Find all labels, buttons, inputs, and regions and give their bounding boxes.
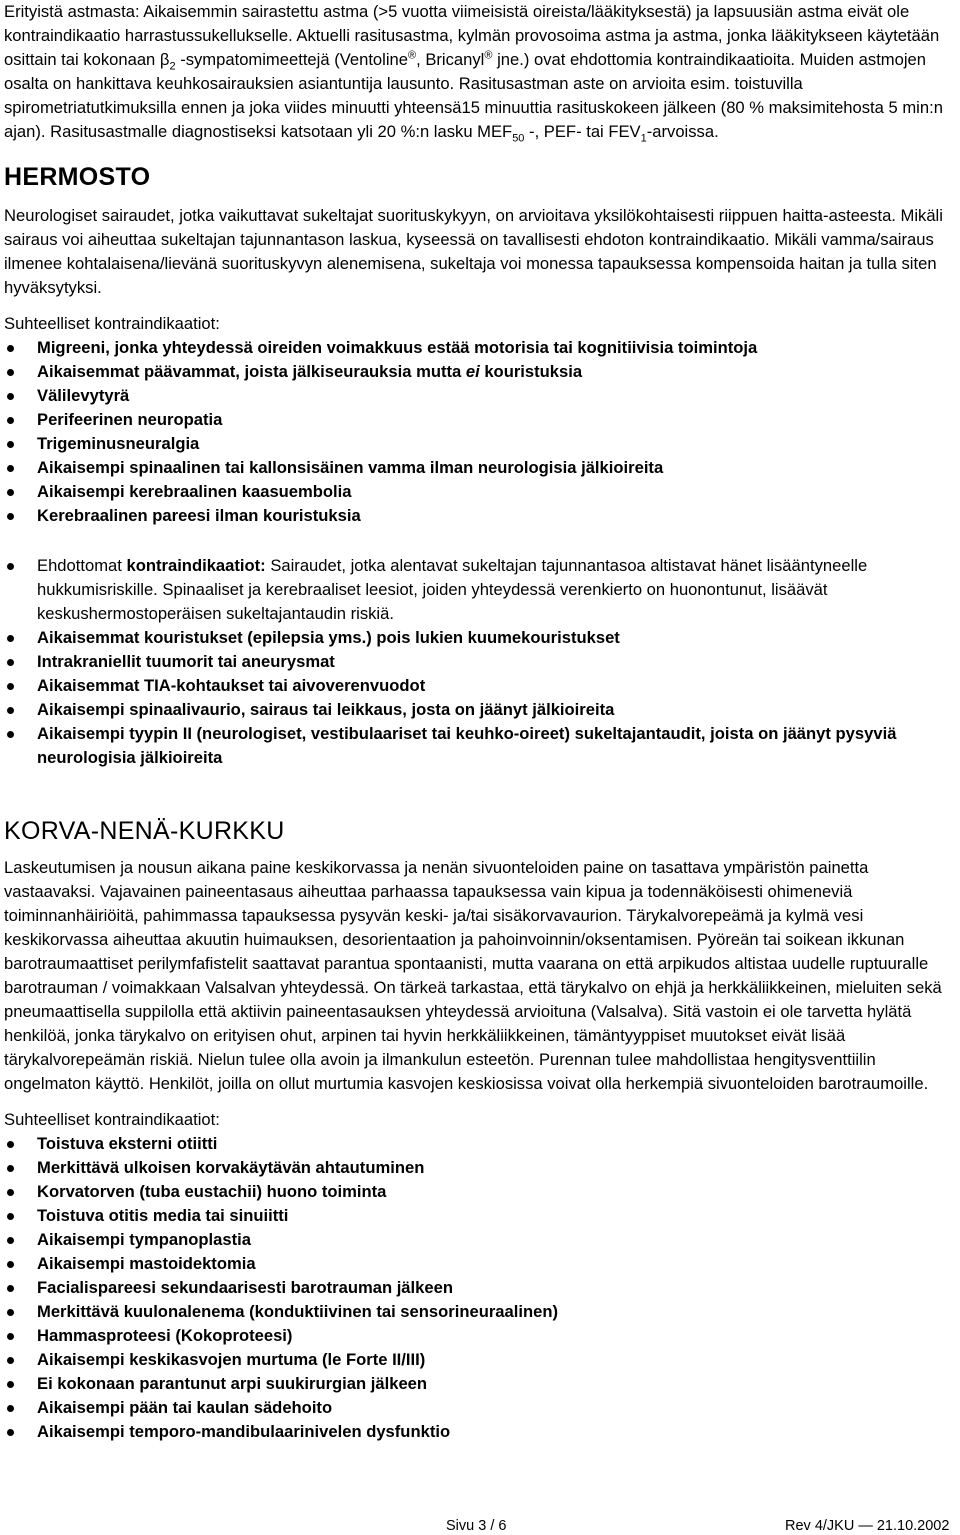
document-page	[4, 0, 954, 1444]
revision-label: Rev 4/JKU — 21.10.2002	[785, 1518, 950, 1534]
list-item: Aikaisempi kerebraalinen kaasuembolia	[4, 480, 954, 504]
list-item: Toistuva otitis media tai sinuiitti	[4, 1204, 954, 1228]
list-item: Merkittävä ulkoisen korvakäytävän ahtautuminen	[4, 1156, 954, 1180]
list-item: Aikaisemmat kouristukset (epilepsia yms.) pois lukien kuumekouristukset	[4, 626, 954, 650]
hermosto-intro: Neurologiset sairaudet, jotka vaikuttavat sukeltajat suorituskykyyn, on arvioitava yksilökohtaisesti riippuen haitta-asteesta. Mikäli sairaus voi aiheuttaa sukeltajan tajunnantason laskua, kyseessä on tavallisesti ehdoton kontraindikaatio. Mikäli vamma/sairaus ilmenee kohtalaisena/lievänä suorituskyvyn alenemisena, sukeltaja voi monessa tapauksessa kompensoida haitan ja tulla siten hyväksytyksi.	[4, 206, 943, 297]
list-item: Kerebraalinen pareesi ilman kouristuksia	[4, 504, 954, 528]
hermosto-relative-list	[4, 336, 954, 528]
hermosto-absolute-list	[4, 554, 954, 770]
list-item: Välilevytyrä	[4, 384, 954, 408]
beta-symbol: β	[159, 50, 170, 69]
list-item: Intrakraniellit tuumorit tai aneurysmat	[4, 650, 954, 674]
page-number: Sivu 3 / 6	[446, 1518, 507, 1534]
korva-intro: Laskeutumisen ja nousun aikana paine keskikorvassa ja nenän sivuonteloiden paine on tasattava ympäristön painetta vastaavaksi. Vajavainen paineentasaus aiheuttaa parhaassa tapauksessa vain kipua ja todennäköisesti ohimeneviä toiminnanhäiriöitä, pahimmassa tapauksessa pysyvän keski- ja/tai sisäkorvavaurion. Tärykalvorepeämä ja kylmä vesi keskikorvassa aiheuttaa akuutin huimauksen, desorientaation ja pahoinvoinnin/oksentamisen. Pyöreän tai soikean ikkunan barotraumaattiset perilymfafistelit saattavat parantua spontaanisti, mutta vaarana on että arpikudos altistaa uudelle ruptuuralle barotrauman / voimakkaan Valsalvan yhteydessä. On tärkeä tarkastaa, että tärykalvo on ehjä ja herkkäliikkeinen, mieluiten sekä pneumaattisella suppilolla että aktiivin paineentasauksen yhteydessä arvioituna (Valsalva). Sitä vastoin ei ole tarvetta hylätä henkilöä, jonka tärykalvo on erityisen ohut, arpinen tai hyvin herkkäliikkeinen, tämäntyyppiset muutokset eivät lisää tärykalvorepeämän riskiä. Nielun tulee olla avoin ja ilmankulun esteetön. Purennan tulee mahdollistaa hengitysventtiilin ongelmaton käyttö. Henkilöt, joilla on ollut murtumia kasvojen keskiosissa voivat olla herkempiä sivuonteloiden barotraumoille.	[4, 858, 942, 1093]
section-title-korva: KORVA-NENÄ-KURKKU	[4, 817, 285, 845]
asthma-lead: Erityistä astmasta:	[4, 2, 140, 21]
list-item: Korvatorven (tuba eustachii) huono toiminta	[4, 1180, 954, 1204]
list-item: Aikaisemmat TIA-kohtaukset tai aivoverenvuodot	[4, 674, 954, 698]
list-item: Facialispareesi sekundaarisesti barotrauman jälkeen	[4, 1276, 954, 1300]
list-item: Aikaisemmat päävammat, joista jälkiseurauksia mutta ei kouristuksia	[4, 360, 954, 384]
list-item: Trigeminusneuralgia	[4, 432, 954, 456]
list-item: Aikaisempi mastoidektomia	[4, 1252, 954, 1276]
list-item: Ei kokonaan parantunut arpi suukirurgian jälkeen	[4, 1372, 954, 1396]
list-item: Migreeni, jonka yhteydessä oireiden voimakkuus estää motorisia tai kognitiivisia toimintoja	[4, 336, 954, 360]
asthma-paragraph: Erityistä astmasta: Aikaisemmin sairastettu astma (>5 vuotta viimeisistä oireista/lääkityksestä) ja lapsuusiän astma eivät ole kontraindikaatio harrastussukellukselle. Aktuelli rasitusastma, kylmän provosoima astma ja astma, jonka lääkitykseen käytetään osittain tai kokonaan $\beta_2$ -sympatomimeettejä (Ventoline®, Bricanyl® jne.) ovat ehdottomia kontraindikaatioita. Muiden astmojen osalta on hankittava keuhkosairauksien asiantuntija lausunto. Rasitusastman aste on arvioita esim. toistuvilla spirometriatutkimuksilla ennen ja joka viides minuutti yhteensä15 minuuttia rasituskokeen jälkeen (80 % maksimitehosta 5 min:n ajan). Rasitusastmalle diagnostiseksi katsotaan yli 20 %:n lasku $MEF_{50}$ -, PEF- tai $FEV_1$-arvoissa.	[4, 2, 943, 145]
section-title-hermosto: HERMOSTO	[4, 163, 151, 191]
list-item: Aikaisempi spinaalinen tai kallonsisäinen vamma ilman neurologisia jälkioireita	[4, 456, 954, 480]
korva-relative-list	[4, 1132, 954, 1444]
list-item: Aikaisempi tympanoplastia	[4, 1228, 954, 1252]
list-item: Aikaisempi keskikasvojen murtuma (le Forte II/III)	[4, 1348, 954, 1372]
list-item: Hammasproteesi (Kokoproteesi)	[4, 1324, 954, 1348]
list-item: Aikaisempi spinaalivaurio, sairaus tai leikkaus, josta on jäänyt jälkioireita	[4, 698, 954, 722]
list-item: Ehdottomat kontraindikaatiot: Sairaudet, jotka alentavat sukeltajan tajunnantasoa altistavat hänet lisääntyneelle hukkumisriskille. Spinaaliset ja kerebraaliset leesiot, joiden yhteydessä verenkierto on huonontunut, lisäävät keskushermostoperäisen sukeltajantaudin riskiä.	[4, 554, 954, 626]
list-item: Perifeerinen neuropatia	[4, 408, 954, 432]
hermosto-relative-label: Suhteelliset kontraindikaatiot:	[4, 314, 220, 333]
registered-mark: ®	[484, 49, 493, 62]
registered-mark: ®	[408, 49, 417, 62]
list-item: Aikaisempi temporo-mandibulaarinivelen dysfunktio	[4, 1420, 954, 1444]
list-item: Toistuva eksterni otiitti	[4, 1132, 954, 1156]
list-item: Merkittävä kuulonalenema (konduktiivinen tai sensorineuraalinen)	[4, 1300, 954, 1324]
list-item: Aikaisempi tyypin II (neurologiset, vestibulaariset tai keuhko-oireet) sukeltajantaudit, joista on jäänyt pysyviä neurologisia jälkioireita	[4, 722, 954, 770]
korva-relative-label: Suhteelliset kontraindikaatiot:	[4, 1110, 220, 1129]
list-item: Aikaisempi pään tai kaulan sädehoito	[4, 1396, 954, 1420]
